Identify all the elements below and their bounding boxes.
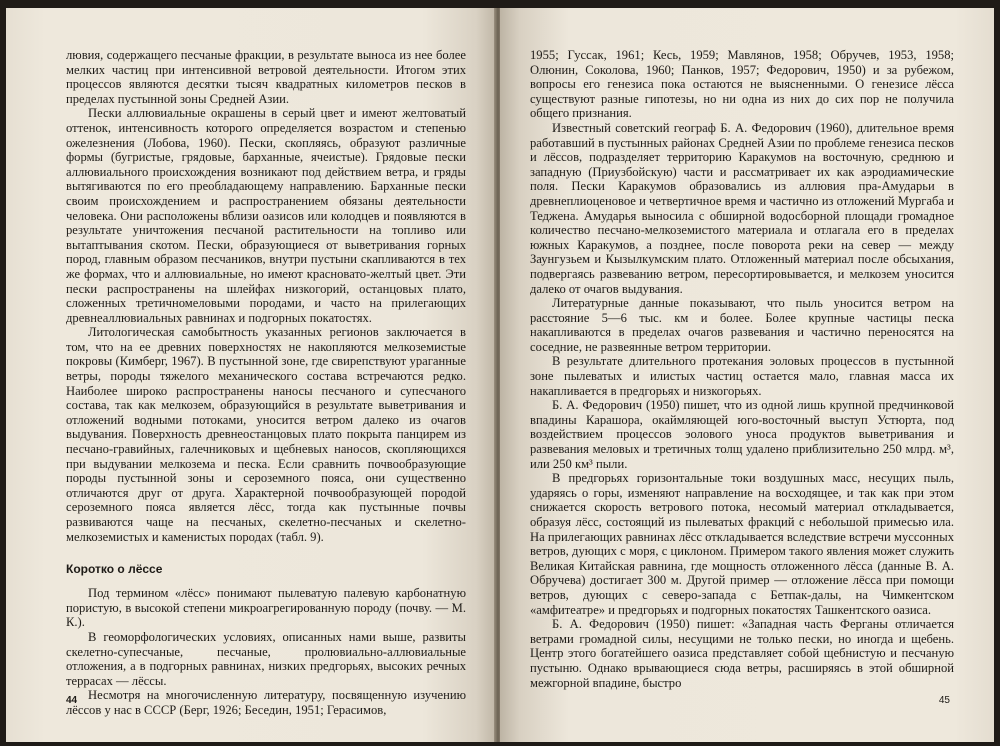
right-body (530, 48, 954, 690)
paragraph: Литологическая самобытность указанных регионов заключается в том, что на ее древних поверхностях не накопляются мелкоземистые покровы (Кимберг, 1967). В пустынной зоне, где свирепствуют ураганные ветры, породы тяжелого механического состава встречаются редко. Наиболее широко распространены наносы песчаного и супесчаного состава, так как мелкозем, образующийся в результате выветривания и отложений водными потоками, уносится ветром далеко из очагов выдувания. Поверхность древнеостанцовых плато покрыта панцирем из песчано-гравийных, галечниковых и щебневых наносов, скопляющихся при выдувании мелкозема и песка. Если сравнить почвообразующие породы пустынной зоны и сероземного пояса, они существенно отличаются друг от друга. Характерной почвообразующей породой сероземного пояса является лёсс, тогда как пустынные почвы развиваются чаще на песчаных, скелетно-песчаных и скелетно-мелкоземистых и каменистых породах (табл. 9). (66, 325, 466, 544)
paragraph: В геоморфологических условиях, описанных нами выше, развиты скелетно-супесчаные, песчаные, пролювиально-аллювиальные отложения, а в подгорных равнинах, низких предгорьях, высоких речных террасах — лёссы. (66, 629, 466, 688)
paragraph: В результате длительного протекания эоловых процессов в пустынной зоне пылеватых и илистых частиц остается мало, главная масса их накапливается в предгорьях и низкогорьях. (530, 354, 954, 398)
paragraph: лювия, содержащего песчаные фракции, в результате выноса из нее более мелких частиц при интенсивной ветровой деятельности. Итогом этих процессов являются десятки тысяч квадратных километров песков в пределах пустынной зоны Средней Азии. (66, 48, 466, 106)
paragraph: Б. А. Федорович (1950) пишет: «Западная часть Ферганы отличается ветрами громадной силы, несущими не только пески, но иногда и щебень. Центр этого богатейшего оазиса представляет собой щебнистую и песчаную пустыню. Однако врывающиеся сюда ветры, расширяясь в этой обширной межгорной впадине, быстро (530, 617, 954, 690)
page-number-left: 44 (66, 695, 78, 706)
paragraph: В предгорьях горизонтальные токи воздушных масс, несущих пыль, ударяясь о горы, изменяют направление на восходящее, и так как при этом снижается скорость ветрового потока, несомый материал откладывается, образуя лёсс, состоящий из пылеватых фракций с небольшой примесью ила. На прилегающих равнинах лёсс откладывается вследствие встречи муссонных ветров, дующих с моря, с циклоном. Примером такого явления может служить Великая Китайская равнина, где мощность отложенного лёсса (данные В. А. Обручева) достигает 300 м. Другой пример — отложение лёсса при помощи ветров, дующих с северо-запада с Бетпак-далы, на Чимкентском «амфитеатре» и предгорьях и подгорных покатостях Ташкентского оазиса. (530, 471, 954, 617)
paragraph: 1955; Гуссак, 1961; Кесь, 1959; Мавлянов, 1958; Обручев, 1953, 1958; Олюнин, Соколова, 1960; Панков, 1957; Федорович, 1950) и за рубежом, вопросы его генезиса пока остаются не выясненными. О генезисе лёсса существуют разные гипотезы, но ни одна из них до сих пор не получила общего признания. (530, 48, 954, 121)
paragraph: Пески аллювиальные окрашены в серый цвет и имеют желтоватый оттенок, интенсивность которого определяется возрастом и степенью ожелезнения (Лобова, 1960). Пески, скопляясь, образуют различные формы (бугристые, грядовые, барханные, ячеистые). Грядовые пески аллювиального происхождения возникают под действием ветра, и гряды вытягиваются по его преобладающему направлению. Барханные пески своим происхождением и распространением обязаны деятельности человека. Они расположены вблизи оазисов или колодцев и появляются в результате уничтожения песчаной растительности на топливо или вытаптывания скотом. Пески, образующиеся от выветривания горных пород, главным образом песчаников, внутри пустыни скапливаются в тех же формах, что и аллювиальные, но имеют красновато-желтый цвет. Эти пески распространены на шлейфах низкогорий, останцовых плато, сложенных третичномеловыми породами, и часто на прилегающих древнеаллювиальных равнинах и подгорных покатостях. (66, 106, 466, 325)
right-page (500, 8, 994, 742)
paragraph: Несмотря на многочисленную литературу, посвященную изучению лёссов у нас в СССР (Берг, 1926; Беседин, 1951; Герасимов, (66, 688, 466, 717)
section-heading: Коротко о лёссе (66, 562, 163, 577)
left-page (6, 8, 496, 742)
paragraph: Известный советский географ Б. А. Федорович (1960), длительное время работавший в пустынных районах Средней Азии по проблеме генезиса песков и лёссов, подразделяет территорию Каракумов на восточную, среднюю и западную (Приузбойскую) части и рассматривает их как аэродиамические поля. Пески Каракумов образовались из аллювия пра-Амударьи в древнеплиоценовое и четвертичное время и частично из отложений Мургаба и Теджена. Амударья выносила с обширной водосборной площади громадное количество песчано-мелкоземистого материала и отлагала его в пределах южных Каракумов, а позднее, после поворота реки на север — между Заунгузьем и Кызылкумским плато. Отложенный материал после обсыхания, подвергаясь развеванию ветром, пересортировывается, и мелкозем уносится далеко от очагов выдувания. (530, 120, 954, 296)
page-number-right: 45 (938, 695, 950, 706)
paragraph: Под термином «лёсс» понимают пылеватую палевую карбонатную пористую, в высокой степени микроагрегированную породу (почву. — М. К.). (66, 586, 466, 630)
left-body-after (66, 586, 466, 717)
left-body-before (66, 48, 466, 544)
paragraph: Литературные данные показывают, что пыль уносится ветром на расстояние 5—6 тыс. км и более. Более крупные частицы песка накапливаются в пределах очагов развевания и частично переносятся на соседние, не развеянные ветром территории. (530, 296, 954, 354)
paragraph: Б. А. Федорович (1950) пишет, что из одной лишь крупной предчинковой впадины Карашора, окаймляющей юго-восточный выступ Устюрта, под воздействием процессов эолового уноса продуктов выветривания и развевания меловых и третичных толщ удалено приблизительно 250 млрд. м³, или 250 км³ пыли. (530, 398, 954, 471)
